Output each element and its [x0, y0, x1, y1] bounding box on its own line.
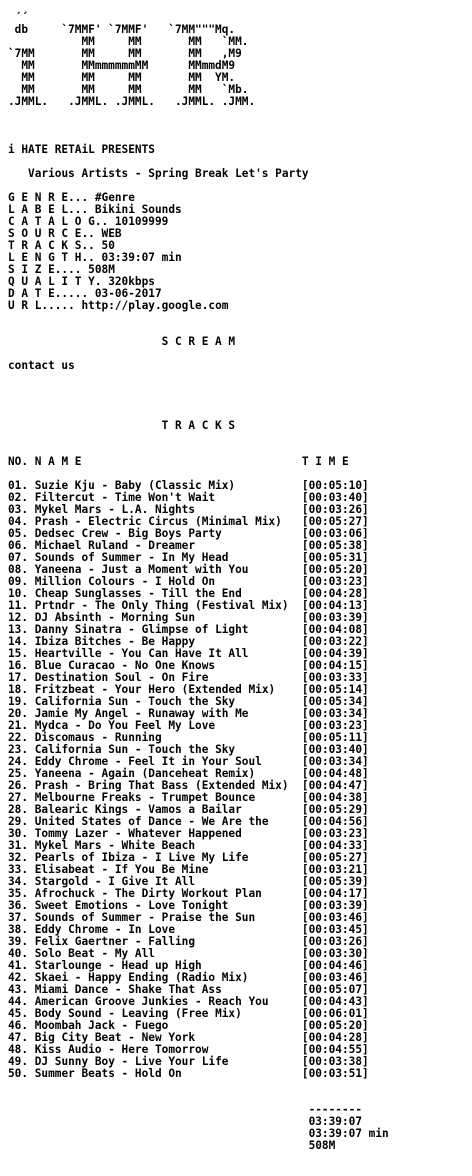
- track-number: 07.: [8, 551, 29, 564]
- info-label: S O U R C E..: [8, 227, 95, 240]
- info-value: http://play.google.com: [81, 299, 229, 312]
- info-label: C A T A L O G..: [8, 215, 109, 228]
- track-title: American Groove Junkies - Reach You: [34, 995, 269, 1008]
- track-title: Blue Curacao - No One Knows: [34, 659, 216, 672]
- track-time: [00:03:46]: [301, 911, 369, 924]
- logo-art-line: MM MM MM MM YM.: [8, 71, 236, 84]
- info-value: 508M: [88, 263, 115, 276]
- logo-art-line: MM MMmmmmmmMM MMmmdM9: [8, 59, 236, 72]
- track-number: 06.: [8, 539, 29, 552]
- track-number: 47.: [8, 1031, 29, 1044]
- track-title: Heartville - You Can Have It All: [34, 647, 249, 660]
- track-time: [00:06:01]: [301, 1007, 369, 1020]
- track-title: Pearls of Ibiza - I Live My Life: [34, 851, 249, 864]
- column-header-no: NO.: [8, 455, 29, 468]
- track-title: Michael Ruland - Dreamer: [34, 539, 196, 552]
- track-time: [00:04:47]: [301, 779, 369, 792]
- track-title: Skaei - Happy Ending (Radio Mix): [34, 971, 249, 984]
- track-time: [00:03:40]: [301, 491, 369, 504]
- track-time: [00:03:34]: [301, 707, 369, 720]
- track-title: Mykel Mars - White Beach: [34, 839, 196, 852]
- track-number: 26.: [8, 779, 29, 792]
- presenter-line: i HATE RETAiL PRESENTS: [8, 143, 155, 156]
- track-time: [00:03:46]: [301, 971, 369, 984]
- track-title: Prash - Electric Circus (Minimal Mix): [34, 515, 282, 528]
- track-title: Eddy Chrome - Feel It in Your Soul: [34, 755, 262, 768]
- track-title: Suzie Kju - Baby (Classic Mix): [34, 479, 236, 492]
- track-title: Jamie My Angel - Runaway with Me: [34, 707, 249, 720]
- totals-rule: --------: [308, 1103, 362, 1116]
- track-number: 28.: [8, 803, 29, 816]
- info-label: S I Z E....: [8, 263, 82, 276]
- track-number: 04.: [8, 515, 29, 528]
- column-header-time: T I M E: [301, 455, 349, 468]
- track-number: 23.: [8, 743, 29, 756]
- track-time: [00:03:39]: [301, 899, 369, 912]
- track-number: 44.: [8, 995, 29, 1008]
- track-time: [00:05:27]: [301, 515, 369, 528]
- info-value: WEB: [101, 227, 122, 240]
- track-time: [00:05:20]: [301, 563, 369, 576]
- track-number: 21.: [8, 719, 29, 732]
- track-number: 37.: [8, 911, 29, 924]
- track-number: 41.: [8, 959, 29, 972]
- track-title: Destination Soul - On Fire: [34, 671, 209, 684]
- info-value: 03-06-2017: [94, 287, 162, 300]
- logo-art-line: `7MM MM MM MM ,M9: [8, 47, 242, 60]
- info-label: U R L.....: [8, 299, 75, 312]
- track-number: 50.: [8, 1067, 29, 1080]
- info-value: Bikini Sounds: [94, 203, 182, 216]
- info-label: T R A C K S..: [8, 239, 95, 252]
- track-title: Sounds of Summer - Praise the Sun: [34, 911, 256, 924]
- track-title: Body Sound - Leaving (Free Mix): [34, 1007, 242, 1020]
- info-value: 320kbps: [108, 275, 155, 288]
- track-time: [00:03:30]: [301, 947, 369, 960]
- track-number: 02.: [8, 491, 29, 504]
- track-time: [00:04:33]: [301, 839, 369, 852]
- track-time: [00:05:10]: [301, 479, 369, 492]
- nfo-document: [8, 12, 389, 1152]
- scream-heading: S C R E A M: [161, 335, 236, 348]
- info-value: #Genre: [94, 191, 135, 204]
- track-number: 05.: [8, 527, 29, 540]
- track-time: [00:04:17]: [301, 887, 369, 900]
- track-number: 14.: [8, 635, 29, 648]
- track-time: [00:03:34]: [301, 755, 369, 768]
- track-number: 35.: [8, 887, 29, 900]
- track-number: 49.: [8, 1055, 29, 1068]
- track-number: 42.: [8, 971, 29, 984]
- track-title: Filtercut - Time Won't Wait: [34, 491, 216, 504]
- track-title: Starlounge - Head up High: [34, 959, 202, 972]
- track-title: Danny Sinatra - Glimpse of Light: [34, 623, 249, 636]
- track-time: [00:04:55]: [301, 1043, 369, 1056]
- track-number: 10.: [8, 587, 29, 600]
- track-number: 03.: [8, 503, 29, 516]
- track-title: Sweet Emotions - Love Tonight: [34, 899, 229, 912]
- track-time: [00:04:46]: [301, 959, 369, 972]
- track-title: Discomaus - Running: [34, 731, 162, 744]
- totals-length-min: 03:39:07 min: [308, 1127, 389, 1140]
- column-header-name: N A M E: [34, 455, 82, 468]
- track-title: Sounds of Summer - In My Head: [34, 551, 229, 564]
- track-title: Ibiza Bitches - Be Happy: [34, 635, 196, 648]
- track-time: [00:03:21]: [301, 863, 369, 876]
- track-time: [00:05:34]: [301, 695, 369, 708]
- track-title: Eddy Chrome - In Love: [34, 923, 175, 936]
- track-number: 27.: [8, 791, 29, 804]
- track-title: Cheap Sunglasses - Till the End: [34, 587, 242, 600]
- track-number: 22.: [8, 731, 29, 744]
- track-title: Elisabeat - If You Be Mine: [34, 863, 209, 876]
- track-time: [00:05:20]: [301, 1019, 369, 1032]
- track-time: [00:03:26]: [301, 935, 369, 948]
- track-title: Kiss Audio - Here Tomorrow: [34, 1043, 209, 1056]
- track-number: 43.: [8, 983, 29, 996]
- track-number: 38.: [8, 923, 29, 936]
- track-time: [00:05:27]: [301, 851, 369, 864]
- track-number: 12.: [8, 611, 29, 624]
- track-time: [00:03:45]: [301, 923, 369, 936]
- track-time: [00:03:38]: [301, 1055, 369, 1068]
- track-number: 17.: [8, 671, 29, 684]
- track-time: [00:03:23]: [301, 719, 369, 732]
- track-title: Miami Dance - Shake That Ass: [34, 983, 222, 996]
- track-time: [00:03:06]: [301, 527, 369, 540]
- track-title: United States of Dance - We Are the: [34, 815, 269, 828]
- track-time: [00:03:40]: [301, 743, 369, 756]
- track-time: [00:04:13]: [301, 599, 369, 612]
- track-number: 08.: [8, 563, 29, 576]
- track-title: Yaneena - Again (Danceheat Remix): [34, 767, 256, 780]
- track-number: 32.: [8, 851, 29, 864]
- info-value: 50: [101, 239, 115, 252]
- track-time: [00:04:56]: [301, 815, 369, 828]
- track-time: [00:04:48]: [301, 767, 369, 780]
- track-number: 31.: [8, 839, 29, 852]
- track-title: Prtndr - The Only Thing (Festival Mix): [34, 599, 289, 612]
- track-title: Afrochuck - The Dirty Workout Plan: [34, 887, 262, 900]
- track-number: 11.: [8, 599, 29, 612]
- logo-art-line: db `7MMF' `7MMF' `7MM"""Mq.: [8, 23, 236, 36]
- track-time: [00:05:38]: [301, 539, 369, 552]
- totals-length: 03:39:07: [308, 1115, 362, 1128]
- track-title: Solo Beat - My All: [34, 947, 155, 960]
- track-title: DJ Sunny Boy - Live Your Life: [34, 1055, 229, 1068]
- track-title: Mykel Mars - L.A. Nights: [34, 503, 196, 516]
- track-number: 46.: [8, 1019, 29, 1032]
- track-title: Million Colours - I Hold On: [34, 575, 216, 588]
- track-time: [00:04:28]: [301, 1031, 369, 1044]
- track-title: Fritzbeat - Your Hero (Extended Mix): [34, 683, 276, 696]
- logo-art-line: MM MM MM `MM.: [8, 35, 249, 48]
- track-number: 24.: [8, 755, 29, 768]
- info-label: Q U A L I T Y.: [8, 275, 102, 288]
- logo-art-line: MM MM MM MM `Mb.: [8, 83, 249, 96]
- track-number: 39.: [8, 935, 29, 948]
- track-time: [00:05:29]: [301, 803, 369, 816]
- track-time: [00:05:31]: [301, 551, 369, 564]
- track-title: Stargold - I Give It All: [34, 875, 196, 888]
- track-time: [00:04:08]: [301, 623, 369, 636]
- track-number: 13.: [8, 623, 29, 636]
- track-time: [00:03:22]: [301, 635, 369, 648]
- track-time: [00:04:28]: [301, 587, 369, 600]
- track-title: Big City Beat - New York: [34, 1031, 196, 1044]
- track-number: 40.: [8, 947, 29, 960]
- info-label: L E N G T H..: [8, 251, 95, 264]
- release-title: Various Artists - Spring Break Let's Party: [28, 167, 309, 180]
- track-number: 09.: [8, 575, 29, 588]
- track-time: [00:04:43]: [301, 995, 369, 1008]
- track-time: [00:03:23]: [301, 575, 369, 588]
- track-number: 18.: [8, 683, 29, 696]
- track-title: California Sun - Touch the Sky: [34, 695, 236, 708]
- track-title: DJ Absinth - Morning Sun: [34, 611, 196, 624]
- track-number: 01.: [8, 479, 29, 492]
- track-number: 20.: [8, 707, 29, 720]
- track-title: Yaneena - Just a Moment with You: [34, 563, 249, 576]
- track-title: Melbourne Freaks - Trumpet Bounce: [34, 791, 256, 804]
- track-title: Prash - Bring That Bass (Extended Mix): [34, 779, 289, 792]
- totals-size: 508M: [308, 1139, 336, 1152]
- track-number: 19.: [8, 695, 29, 708]
- track-time: [00:05:39]: [301, 875, 369, 888]
- track-number: 25.: [8, 767, 29, 780]
- track-number: 33.: [8, 863, 29, 876]
- logo-art-line: .JMML. .JMML. .JMML. .JMML. .JMM.: [8, 95, 256, 108]
- track-title: Felix Gaertner - Falling: [34, 935, 196, 948]
- track-title: Moombah Jack - Fuego: [34, 1019, 169, 1032]
- logo-art-line: ´´: [8, 11, 29, 24]
- info-label: L A B E L...: [8, 203, 89, 216]
- track-number: 36.: [8, 899, 29, 912]
- track-time: [00:03:51]: [301, 1067, 369, 1080]
- track-title: Mydca - Do You Feel My Love: [34, 719, 216, 732]
- track-number: 48.: [8, 1043, 29, 1056]
- track-title: Dedsec Crew - Big Boys Party: [34, 527, 222, 540]
- track-time: [00:03:23]: [301, 827, 369, 840]
- track-number: 16.: [8, 659, 29, 672]
- track-time: [00:03:33]: [301, 671, 369, 684]
- track-number: 45.: [8, 1007, 29, 1020]
- tracks-heading: T R A C K S: [161, 419, 236, 432]
- track-time: [00:03:26]: [301, 503, 369, 516]
- track-number: 29.: [8, 815, 29, 828]
- track-title: Summer Beats - Hold On: [34, 1067, 182, 1080]
- track-number: 34.: [8, 875, 29, 888]
- track-time: [00:03:39]: [301, 611, 369, 624]
- track-title: Tommy Lazer - Whatever Happened: [34, 827, 242, 840]
- track-time: [00:05:11]: [301, 731, 369, 744]
- info-label: D A T E.....: [8, 287, 89, 300]
- track-time: [00:04:38]: [301, 791, 369, 804]
- track-time: [00:04:39]: [301, 647, 369, 660]
- info-value: 03:39:07 min: [101, 251, 182, 264]
- contact-text: contact us: [8, 359, 75, 372]
- track-title: California Sun - Touch the Sky: [34, 743, 236, 756]
- info-label: G E N R E...: [8, 191, 89, 204]
- track-number: 30.: [8, 827, 29, 840]
- track-time: [00:04:15]: [301, 659, 369, 672]
- track-title: Balearic Kings - Vamos a Bailar: [34, 803, 242, 816]
- track-number: 15.: [8, 647, 29, 660]
- track-time: [00:05:14]: [301, 683, 369, 696]
- info-value: 10109999: [114, 215, 169, 228]
- track-time: [00:05:07]: [301, 983, 369, 996]
